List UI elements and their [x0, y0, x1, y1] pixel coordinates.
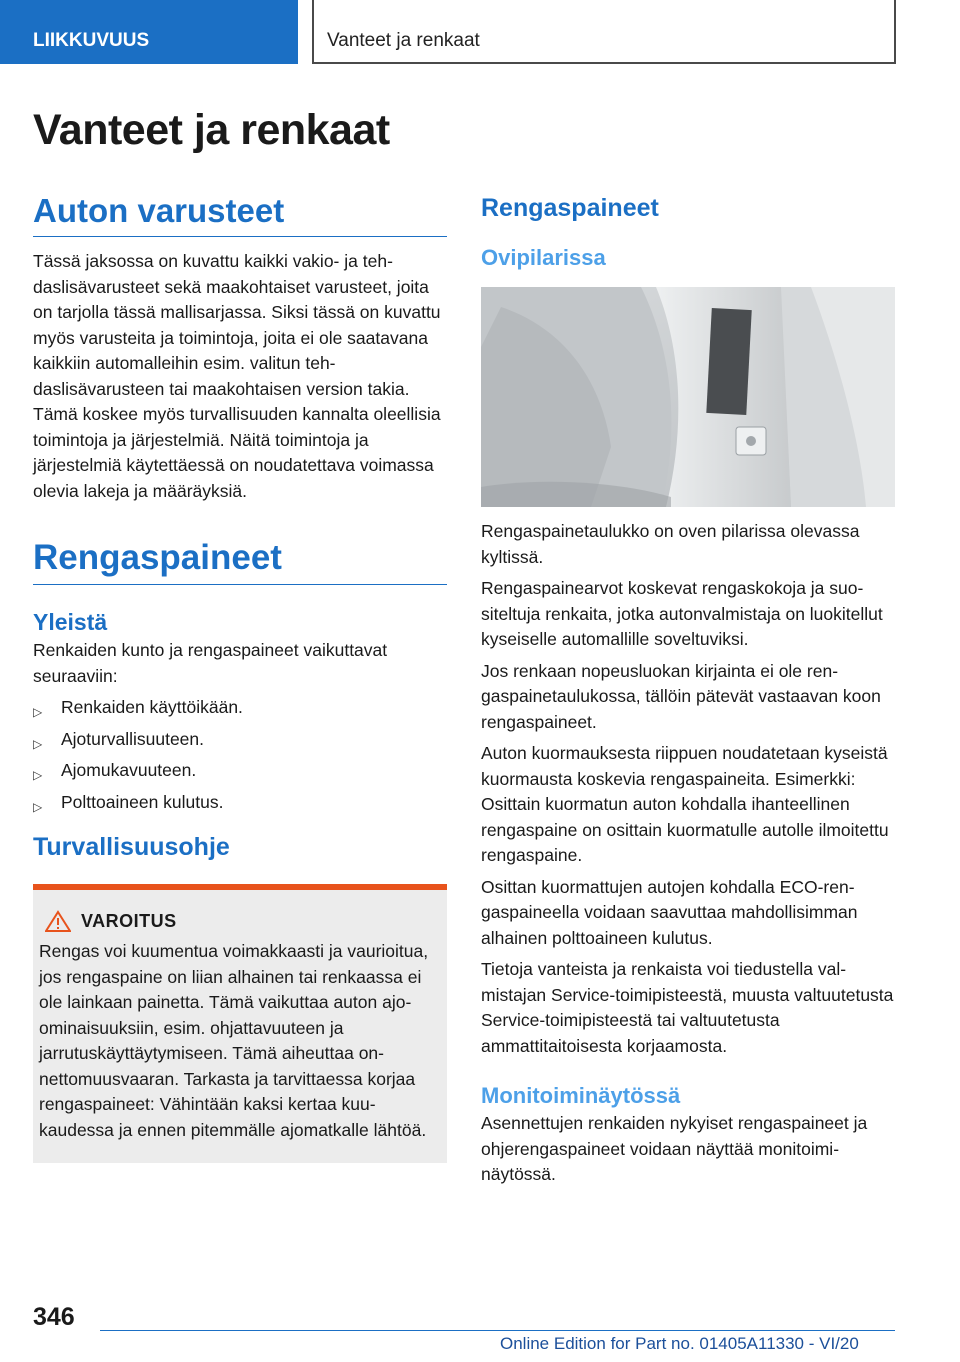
bullet-list — [33, 695, 447, 815]
triangle-bullet-icon: ▷ — [33, 705, 43, 719]
warning-header — [39, 910, 437, 933]
door-pillar-photo — [481, 287, 895, 507]
pressures-heading: Rengaspaineet — [33, 538, 447, 585]
display-text: Asennettujen renkaiden nykyiset rengaspaineet ja ohjerengaspaineet voidaan näyttää monitoiminäytössä. — [481, 1113, 868, 1184]
paragraph: Rengaspainetaulukko on oven pilarissa olevassa kyltissä. — [481, 521, 860, 567]
warning-text: Rengas voi kuumentua voimakkaasti ja vaurioitua, jos rengaspaine on liian alhainen tai renkaassa ei ole lainkaan painetta. Tämä vaikuttaa auton ajo-ominaisuuksiin, esim. ohjattavuuteen ja jarrutuskäyttäytymiseen. Tämä aiheuttaa onnettomuusvaaran. Tarkasta ja tarvittaessa korjaa rengaspaineet: Vähintään kaksi kertaa kuukaudessa ja ennen pitemmälle ajomatkalle lähtöä. — [39, 941, 429, 1140]
right-column — [481, 192, 895, 1188]
chapter-title: Vanteet ja renkaat — [312, 0, 896, 64]
warning-triangle-icon — [45, 910, 71, 933]
edition-text: Online Edition for Part no. 01405A11330 - VI/20 — [500, 1334, 859, 1353]
section-tab: LIIKKUVUUS — [0, 0, 298, 64]
footer-divider — [100, 1330, 895, 1331]
left-column — [33, 192, 447, 1163]
paragraph: Auton kuormauksesta riippuen noudatetaan kyseistä kuormausta koskevia rengaspaineita. Esimerkki: Osittain kuormatun auton kohdalla ihanteellinen rengaspaine on osittain kuormatulle autolle ilmoitettu rengaspaine. — [481, 743, 889, 865]
equipment-heading: Auton varusteet — [33, 192, 447, 237]
list-item: ▷ Ajomukavuuteen. — [33, 758, 447, 784]
paragraph: Jos renkaan nopeusluokan kirjainta ei ole rengaspainetaulukossa, tällöin pätevät vastaavan koon rengaspaineet. — [481, 660, 881, 732]
display-heading: Monitoiminäytössä — [481, 1083, 681, 1108]
page-title: Vanteet ja renkaat — [33, 106, 390, 154]
equipment-text: Tässä jaksossa on kuvattu kaikki vakio- ja tehdaslisävarusteet sekä maakohtaiset varusteet, joita on tarjolla tässä mallisarjassa. Siksi tässä on kuvattu myös varusteita ja toimintoja, joita ei ole saatavana kaikkiin automalleihin esim. valitun tehdaslisävarusteen tai maakohtaisen version takia. Tämä koskee myös turvallisuuden kannalta oleellisia toimintoja ja järjestelmiä. Näitä toimintoja ja järjestelmiä käytettäessä on noudatettava voimassa olevia lakeja ja määräyksiä. — [33, 251, 441, 501]
triangle-bullet-icon: ▷ — [33, 736, 43, 751]
paragraph: Osittan kuormattujen autojen kohdalla ECO-rengaspaineella voidaan saavuttaa mahdollisimman alhainen polttoaineen kulutus. — [481, 876, 858, 948]
pillar-heading: Ovipilarissa — [481, 245, 606, 270]
list-item: ▷ Polttoaineen kulutus. — [33, 790, 447, 816]
pressures-subheading: Rengaspaineet — [481, 194, 659, 222]
warning-box — [33, 884, 447, 1163]
paragraph: Rengaspainearvot koskevat rengaskokoja ja suositeltuja renkaita, jotka autonvalmistaja on luokitellut kyseiselle automallille soveltuviksi. — [481, 578, 883, 649]
list-item: ▷ Ajoturvallisuuteen. — [33, 727, 447, 753]
safety-heading: Turvallisuusohje — [33, 833, 230, 861]
paragraph: Tietoja vanteista ja renkaista voi tiedustella valmistajan Service-toimipisteestä, muusta valtuutetusta Service-toimipisteestä tai valtuutetusta ammattitaitoisesta korjaamosta. — [481, 959, 894, 1056]
general-heading: Yleistä — [33, 609, 108, 635]
triangle-bullet-icon: ▷ — [33, 799, 43, 814]
page-number: 346 — [33, 1303, 75, 1331]
warning-label: VAROITUS — [81, 911, 177, 931]
list-item: ▷ Renkaiden käyttöikään. — [33, 695, 447, 721]
triangle-bullet-icon: ▷ — [33, 768, 43, 782]
general-text: Renkaiden kunto ja rengaspaineet vaikuttavat seuraaviin: — [33, 640, 388, 686]
